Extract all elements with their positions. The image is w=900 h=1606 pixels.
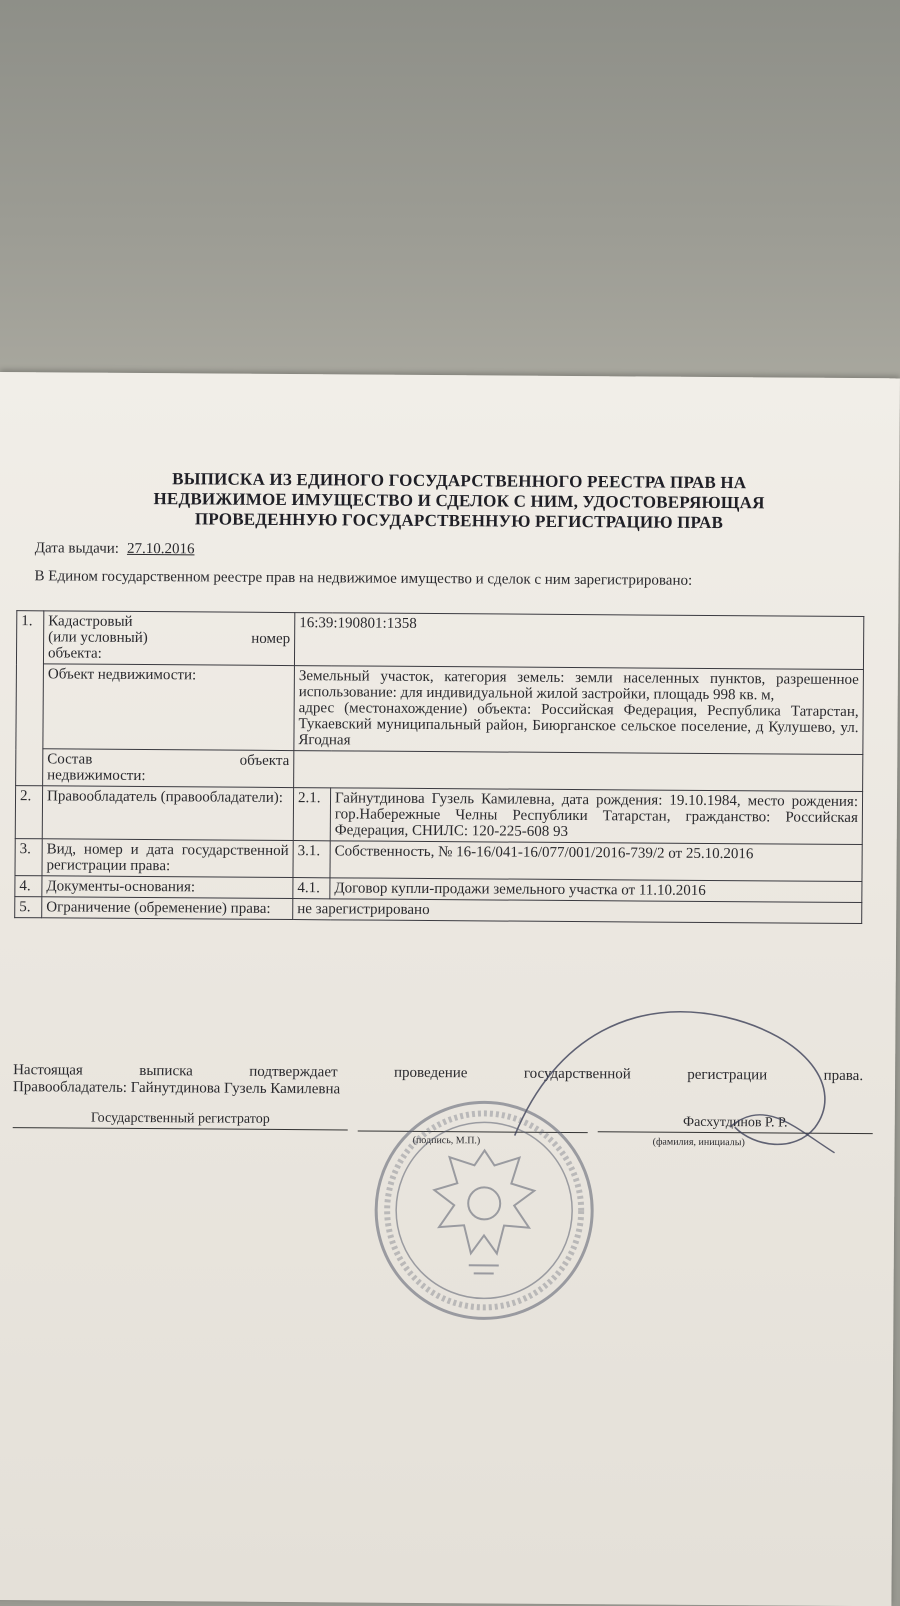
row-number: 2. (15, 786, 42, 839)
issue-date-value: 27.10.2016 (126, 540, 195, 558)
composition-label (43, 749, 294, 788)
table-row (16, 664, 864, 755)
cadastral-label (43, 611, 294, 666)
row-number: 3. (15, 839, 42, 876)
title-line-3: ПРОВЕДЕННУЮ ГОСУДАРСТВЕННУЮ РЕГИСТРАЦИЮ ПРАВ (194, 509, 724, 533)
documents-value: Договор купли-продажи земельного участка от 11.10.2016 (330, 878, 862, 903)
sub-number: 2.1. (293, 788, 330, 841)
row-number: 4. (15, 876, 42, 897)
registry-table (14, 610, 864, 924)
object-value (294, 666, 864, 755)
issue-date (35, 540, 209, 558)
cadastral-label-b (48, 629, 290, 647)
cadastral-label-b1: (или условный) (48, 629, 148, 647)
composition-label-a2: объекта (239, 752, 290, 770)
cadastral-label-b2: номер (251, 630, 291, 648)
confirmation-line-1: Настоящая выписка подтверждает проведение государственной регистрации права. (13, 1062, 864, 1085)
table-row (16, 611, 863, 670)
encumbrance-value: не зарегистрировано (293, 899, 862, 924)
title-line-2: НЕДВИЖИМОЕ ИМУЩЕСТВО И СДЕЛОК С НИМ, УДОСТОВЕРЯЮЩАЯ (153, 489, 765, 513)
issue-date-label: Дата выдачи: (34, 540, 120, 557)
intro-text: В Едином государственном реестре прав на недвижимое имущество и сделок с ним зарегистрировано: (34, 568, 693, 589)
table-row (16, 749, 863, 792)
registrar-name: Фасхутдинов Р. Р. (598, 1114, 873, 1134)
background-surface (0, 0, 900, 380)
document-sheet (0, 372, 900, 1606)
official-seal-icon (368, 1095, 600, 1327)
object-label: Объект недвижимости: (43, 664, 295, 751)
registrar-role: Государственный регистратор (13, 1110, 348, 1130)
encumbrance-label: Ограничение (обременение) права: (42, 897, 293, 920)
registration-label: Вид, номер и дата государственной регистрации права: (42, 839, 293, 878)
registration-value: Собственность, № 16-16/041-16/077/001/2016-739/2 от 25.10.2016 (330, 841, 862, 882)
rightholder-label: Правообладатель (правообладатели): (42, 786, 293, 841)
cadastral-label-a: Кадастровый (48, 613, 133, 630)
title-line-1: ВЫПИСКА ИЗ ЕДИНОГО ГОСУДАРСТВЕННОГО РЕЕСТРА ПРАВ НА (172, 469, 747, 493)
name-hint: (фамилия, инициалы) (652, 1136, 745, 1149)
table-row (15, 786, 862, 845)
composition-value (294, 751, 863, 792)
signature-hint: (подпись, М.П.) (412, 1134, 481, 1147)
composition-label-a (47, 751, 289, 769)
cadastral-value: 16:39:190801:1358 (294, 613, 863, 670)
object-value-a: Земельный участок, категория земель: земли населенных пунктов, разрешенное использование: для индивидуальной жилой застройки, площадь 998 кв. м, (298, 668, 859, 704)
row-number: 1. (16, 611, 44, 786)
composition-label-b: недвижимости: (47, 767, 146, 785)
cadastral-label-c: объекта: (47, 645, 102, 662)
row-number: 5. (15, 897, 42, 918)
document-title (59, 468, 859, 534)
composition-label-a1: Состав (47, 751, 93, 768)
sub-number: 3.1. (293, 841, 330, 878)
object-value-b: адрес (местонахождение) объекта: Российская Федерация, Республика Татарстан, Тукаевский муниципальный район, Биюрганское сельское поселение, д Кулушево, ул. Ягодная (298, 700, 859, 749)
confirmation-line-2: Правообладатель: Гайнутдинова Гузель Камилевна (12, 1079, 341, 1098)
sub-number: 4.1. (293, 878, 330, 899)
table-row (15, 839, 862, 882)
documents-label: Документы-основания: (42, 876, 293, 899)
rightholder-value: Гайнутдинова Гузель Камилевна, дата рождения: 19.10.1984, место рождения: гор.Набережные Челны Республики Татарстан, гражданство: Российская Федерация, СНИЛС: 120-225-608 93 (330, 788, 862, 845)
